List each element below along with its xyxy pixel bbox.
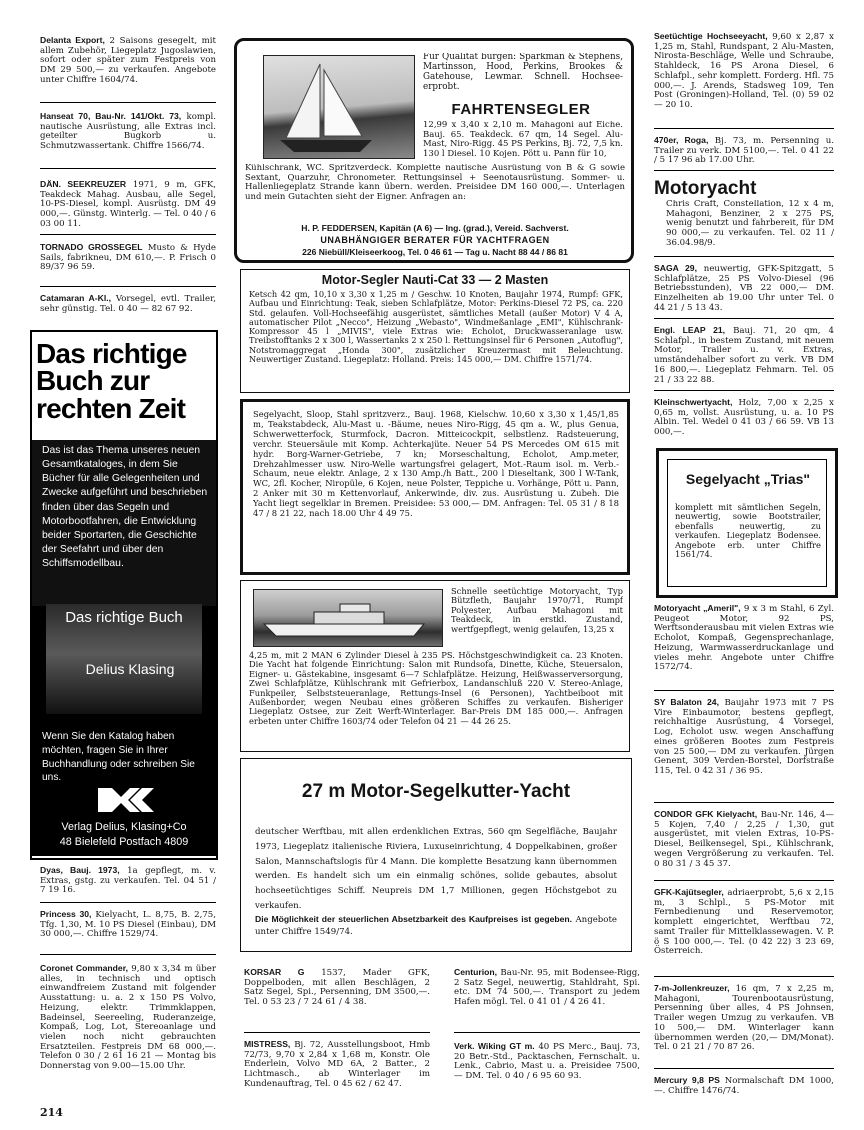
publisher-name: Verlag Delius, Klasing+Co [61, 821, 187, 833]
classified-ad: Catamaran A-Kl., Vorsegel, evtl. Trailer, sehr günstig. Tel. 0 40 — 82 67 92. [40, 294, 216, 314]
tax-note: Die Möglichkeit der steuerlichen Absetzbarkeit des Kaufpreises ist gegeben. [255, 914, 573, 924]
classified-ad: Mercury 9,8 PS Normalschaft DM 1000,—. Chiffre 1476/74. [654, 1076, 834, 1096]
divider [654, 976, 834, 977]
divider [40, 286, 216, 287]
divider [654, 318, 834, 319]
divider [40, 234, 216, 235]
classified-ad: GFK-Kajütsegler, adriaerprobt, 5,6 x 2,15 m, 3 Schlpl., 5 PS-Motor mit Fernbedienung und Reservemotor, komplett eingerichtet, Werftbau 72, samt Trailer für Mittelklassewagen. V. P. ö S 100 000,—. Tel. (0 42 22) 3 23 69, Österreich. [654, 888, 834, 957]
motoryacht-photo [253, 589, 443, 647]
classified-ad: 7-m-Jollenkreuzer, 16 qm, 7 x 2,25 m, Mahagoni, Tourenbootausrüstung, Persenning über alles, 4 PS Johnsen, Trailer wegen Umzug zu verkaufen. VB 10 500,— DM. Winterlager kann übernommen werden (20,— DM/Monat). Tel. 0 21 21 / 70 87 26. [654, 984, 834, 1053]
motor-segelkutter-ad: 27 m Motor-Segelkutter-Yacht deutscher Werftbau, mit allen erdenklichen Extras, 560 qm Segelfläche, Baujahr 1973, Liegeplatz italienische Riviera, Luxuseinrichtung, 4 Doppelkabinen, großer Salon, Mannschaftslogis für 4 Mann. Die komplette Besatzung kann übernommen werden. Es handelt sich um ein einmalig schönes, solide gebautes, absolut hochseetüchtiges Schiff. Neupreis DM 1,7 Millionen, gegen Höchstgebot zu verkaufen. Die Möglichkeit der steuerlichen Absetzbarkeit des Kaufpreises ist gegeben. Angebote unter Chiffre 1549/74. [240, 758, 632, 952]
classified-ad: Princess 30, Kielyacht, L. 8,75, B. 2,75, Tfg. 1,30, M. 10 PS Diesel (Einbau), DM 30 000,—. Chiffre 1529/74. [40, 910, 216, 940]
classified-ad: Coronet Commander, 9,80 x 3,34 m über alles, in technisch und optisch einwandfreiem Zustand mit folgender Ausstattung: u. a. 2 x 150 PS Volvo, Heizung, elektr. Trimmklappen, Badeinsel, Seereeling, Ruderanzeige, Kompaß, Log, Lot, Stereoanlage und vielen noch nicht gebrauchten Ersatzteilen. Festpreis DM 68 000,—. Telefon 0 30 / 2 61 16 21 — Montag bis Donnerstag von 9.00—15.00 Uhr. [40, 964, 216, 1072]
divider [40, 954, 216, 955]
classified-ad: Engl. LEAP 21, Bauj. 71, 20 qm, 4 Schlafpl., in bestem Zustand, mit neuem Motor, Trailer u. v. Extras, umständehalber sofort zu verk. VB DM 16 800,—. Liegeplatz Fehmarn. Tel. 05 21 / 33 22 88. [654, 326, 834, 385]
classified-ad: MISTRESS, Bj. 72, Ausstellungsboot, Hmb 72/73, 9,70 x 2,84 x 1,68 m, Konstr. Ole Enderlein, Volvo MD 6A, 2 Batter., 2 Lichtmasch., ab Winterlager im Kundenauftrag, Tel. 0 45 62 / 62 47. [244, 1040, 430, 1089]
classified-ad: Kleinschwertyacht, Holz, 7,00 x 2,25 x 0,65 m, vollst. Ausrüstung, u. a. 10 PS Albin. Tel. Wedel 0 41 03 / 66 59. VB 13 000,—. [654, 398, 834, 438]
ad-body: Das ist das Thema unseres neuen Gesamtkataloges, in dem Sie Bücher für alle Gelegenheiten und Zwecke aufgeführt und beschrieben finden über das Segeln und Motorbootfahren, die Entwicklung beider Sportarten, die Geschichte der Seefahrt und über den Schiffsmodellbau. [42, 445, 208, 570]
page-number: 214 [40, 1106, 63, 1119]
divider [40, 902, 216, 903]
nauti-cat-ad: Motor-Segler Nauti-Cat 33 — 2 Masten Ketsch 42 qm, 10,10 x 3,30 x 1,25 m / Geschw. 10 Knoten, Baujahr 1974, Rumpf: GFK, Aufbau und Einrichtung: Teak, sieben Schlafplätze, Motor: Perkins-Diesel 72 PS, ca. 220 Std. gelaufen. Voll-Hochseefähig ausgerüstet, sämtliches Metall (außer Motor) V 4 A, automatischer Pilot „Necco", Heizung „Webasto", Windmeßanlage „EMI", Kühlschrank-Kompressor 45 l „MIVIS", viele Extras wie: Echolot, Druckwasseranlage usw. Treibstofftanks 2 x 300 l, Wassertanks 2 x 250 l. Rettungsinsel für 6 Personen „Autoflug", Notstromaggregat „Honda 300", zusätzlicher Kreuzermast mit Beleuchtung. Neuwertiger Zustand. Liegeplatz: Holland. Preis: 145 000,— DM. Chiffre 1571/74. [240, 269, 630, 393]
book-cover-image: Das richtige Buch Delius Klasing [46, 604, 202, 714]
classified-ad: KORSAR G 1537, Mader GFK, Doppelboden, mit allen Beschlägen, 2 Satz Segel, Spi., Persenning, DM 3500,—. Tel. 0 53 23 / 7 24 61 / 4 38. [244, 968, 430, 1008]
divider [654, 390, 834, 391]
sailboat-photo [263, 55, 415, 159]
classified-ad: TORNADO GROSSEGEL Musto & Hyde Sails, fabrikneu, DM 610,—. P. Frisch 0 89/37 96 59. [40, 243, 216, 273]
delius-klasing-ad [30, 330, 218, 860]
segelyacht-sloop-ad: Segelyacht, Sloop, Stahl spritzverz., Bauj. 1968, Kielschw. 10,60 x 3,30 x 1,45/1,85 m, Teakstabdeck, Alu-Mast u. -Bäume, neues Niro-Rigg, 45 qm a. W., plus Genua, Schwerwetterfock, Sturmfock, Dacron. Mitteicockpit, selbstlenz. Radsteuerung, verchr. Steuersäule mit Komp. Achterkajüte. Neuer 54 PS Mercedes OM 615 mit hydr. Borg-Warner-Getriebe, 7 kn; Morseschaltung, Echolot, Amp.meter, Drehzahlmesser usw. Niro-Welle wartungsfrei gelagert, Mot.-Raum isol. m. Verb.-Schaum, neue elektr. Anlage, 2 x 130 Amp./h Batt., 200 l Dieseltank, 300 l W-Tank, WC, 2fl. Kocher, Niropüle, 6 Kojen, neue Polster, Teppiche u. Vorhänge, Pött u. Pann, 2 Anker mit 30 m Kettenvorlauf, Ankerwinde, div. zus. Ausrüstung u. Zubeh. Die Yacht liegt segelklar in Bremen. Preisidee: 53 000,— DM. Anfragen: Tel. 05 31 / 8 18 47 / 8 21 22, nach 18.00 Uhr 4 49 75. [240, 399, 630, 575]
classified-ad: SAGA 29, neuwertig, GFK-Spitzgatt, 5 Schlafplätze, 25 PS Volvo-Diesel (96 Betriebsstunden), VB 22 000,— DM. Einzelheiten ab 19.00 Uhr unter Tel. 0 44 21 / 5 13 43. [654, 264, 834, 313]
classified-ad: 470er, Roga, Bj. 73, m. Persenning u. Trailer zu verk. DM 5100,—. Tel. 0 41 22 / 5 17 96 ab 17.00 Uhr. [654, 136, 834, 166]
advisor-contact: 226 Niebüll/Kleiseerkoog, Tel. 0 46 61 — Tag u. Nacht 88 44 / 86 81 [302, 247, 568, 257]
motoryacht-heading: Motoryacht [654, 178, 757, 199]
classified-ad: Motoryacht „Ameril", 9 x 3 m Stahl, 6 Zyl. Peugeot Motor, 92 PS, Werftsonderausbau mit vielen Extras wie Echolot, Kompaß, Gegensprechanlage, Heizung, Warmwasserdruckanlage und vieles mehr. Angebote unter Chiffre 1572/74. [654, 604, 834, 673]
divider [654, 802, 834, 803]
ad-title: Segelyacht „Trias" [685, 471, 811, 487]
ad-title: 27 m Motor-Segelkutter-Yacht [301, 781, 571, 802]
divider [244, 1032, 430, 1033]
divider [654, 1068, 834, 1069]
divider [454, 1032, 640, 1033]
ad-title: FAHRTENSEGLER [451, 101, 591, 118]
classified-ad: SY Balaton 24, Baujahr 1973 mit 7 PS Vire Einbaumotor, bestens gepflegt, reichhaltige Ausrüstung, 4 Vorsegel, Log, Echolot usw. wegen Anschaffung eines größeren Bootes zum Festpreis von 25 500,— DM zu verkaufen. Jürgen Genent, 309 Verden-Borstel, Dorfstraße 115, Tel. 0 42 31 / 36 95. [654, 698, 834, 776]
ad-title: Motor-Segler Nauti-Cat 33 — 2 Masten [321, 273, 549, 287]
divider [654, 128, 834, 129]
classified-ad: Dyas, Bauj. 1973, 1a gepflegt, m. v. Extras, gstg. zu verkaufen. Tel. 04 51 / 7 19 16. [40, 866, 216, 896]
advisor-name: H. P. FEDDERSEN, Kapitän (A 6) — Ing. (grad.), Vereid. Sachverst. [301, 223, 569, 233]
divider [40, 102, 216, 103]
classified-ad: Seetüchtige Hochseeyacht, 9,60 x 2,87 x 1,25 m, Stahl, Rundspant, 2 Alu-Masten, Nirosta-Beschläge, Welle und Schraube, Stahldeck, 16 PS Arona Diesel, 6 Schlafpl., sehr komplett. Forderg. Hfl. 75 000,—. J. Arends, Stadsweg 109, Ten Post (Groningen)-Holland, Tel. (0) 59 02 — 20 10. [654, 32, 834, 110]
ad-headline: Das richtige Buch zur rechten Zeit [36, 338, 187, 424]
classified-ad: Chris Craft, Constellation, 12 x 4 m, Mahagoni, Benziner, 2 x 275 PS, wenig benutzt und fahrbereit, für DM 90 000,— zu verkaufen. Tel. 02 11 / 36.04.98/9. [666, 200, 834, 248]
classified-ad: DÄN. SEEKREUZER 1971, 9 m, GFK, Teakdeck Mahag. Ausbau, alle Segel, 10-PS-Diesel, kompl. Ausrüstg. DM 49 000,—. Günstg. Winterlg. — Tel. 0 40 / 6 03 00 11. [40, 180, 216, 229]
fahrtensegler-ad: Für Qualität bürgen: Sparkman & Stephens, Martinsson, Hood, Perkins, Brookes & Gatehouse, Lewmar. Schnell. Hochsee-erprobt. FAHRTENSEGLER 12,99 x 3,40 x 2,10 m. Mahagoni auf Eiche. Bauj. 65. Teakdeck. 67 qm, 14 Segel. Alu-Mast, Niro-Rigg. 45 PS Perkins, Bj. 72, 7,5 kn. 130 l Diesel. 10 Kojen. Pött u. Pann für 10, Kühlschrank, WC. Spritzverdeck. Komplette nautische Ausrüstung von B & G sowie Sextant, Quarzuhr, Chronometer. Rettungsinsel + Seenotausrüstung. Sommer- u. Hallenliegeplatz Strande kann übern. werden. Preisidee DM 160 000,—. Unterlagen und mein Gutachten sieht der Eigner. Anfragen an: H. P. FEDDERSEN, Kapitän (A 6) — Ing. (grad.), Vereid. Sachverst. UNABHÄNGIGER BERATER FÜR YACHTFRAGEN 226 Niebüll/Kleiseerkoog, Tel. 0 46 61 — Tag u. Nacht 88 44 / 86 81 [234, 38, 634, 263]
classified-ad: Centurion, Bau-Nr. 95, mit Bodensee-Rigg, 2 Satz Segel, neuwertig, Stahldraht, Spi. etc. DM 74 500,—. Transport zu jedem Hafen mögl. Tel. 0 41 01 / 4 26 41. [454, 968, 640, 1008]
divider [654, 170, 834, 171]
divider [654, 256, 834, 257]
publisher-address: 48 Bielefeld Postfach 4809 [59, 836, 189, 848]
divider [40, 168, 216, 169]
divider [654, 880, 834, 881]
classified-ad: CONDOR GFK Kielyacht, Bau-Nr. 146, 4—5 Kojen, 7,40 / 2,25 / 1,30, gut ausgerüstet, mit vielen Extras, 10-PS-Diesel, Beilkensegel, Spi., Kühlschrank, wegen Vergrößerung zu verkaufen. Tel. 0 80 31 / 3 45 37. [654, 810, 834, 869]
classified-ad: Delanta Export, 2 Saisons gesegelt, mit allem Zubehör, Liegeplatz Jugoslawien, sofort oder später zum Festpreis von DM 29 500,— zu verkaufen. Angebote unter Chiffre 1604/74. [40, 36, 216, 85]
motoryacht-buetzfleth-ad: Schnelle seetüchtige Motoryacht, Typ Bützfleth, Baujahr 1970/71, Rumpf Polyester, Aufbau Mahagoni mit Teakdeck, in erstkl. Zustand, wertfgepflegt, wenig gelaufen, 13,25 x 4,25 m, mit 2 MAN 6 Zylinder Diesel à 235 PS. Höchstgeschwindigkeit ca. 23 Knoten. Die Yacht hat folgende Einrichtung: Salon mit Rundsofa, Dinette, Küche, Steuersalon, Eigner- u. Gästekabine, insgesamt 6—7 Schlafplätze. Heizung, Heißwasserversorgung, Zwei Schlafplätze, Kühlschrank mit Gefrierbox, Landanschluß 220 V. Stereo-Anlage, Funkpeiler, Selbststeueranlage, Rettungs-Insel (6 Personen), Yachtbeiboot mit Außenborder, wegen Neubau eines größeren Schiffes zu verkaufen. Bisheriger Liegeplatz Ostsee, zur Zeit Werft-Winterlager. Bar-Preis DM 185 000,—. Anfragen erbeten unter Chiffre 1603/74 oder Telefon 04 21 — 44 26 25. [240, 580, 630, 752]
ad-cta: Wenn Sie den Katalog haben möchten, fragen Sie in Ihrer Buchhandlung oder schreiben Sie uns. [42, 731, 195, 784]
divider [654, 690, 834, 691]
classified-ad: Hanseat 70, Bau-Nr. 141/Okt. 73, kompl. nautische Ausrüstung, alle Extras incl. geteilter Bugkorb u. Schmutzwassertank. Chiffre 1566/74. [40, 112, 216, 152]
trias-ad: Segelyacht „Trias" komplett mit sämtlichen Segeln, neuwertig, sowie Bootstrailer, ebenfalls neuwertig, zu verkaufen. Liegeplatz Bodensee. Angebote erb. unter Chiffre 1561/74. [656, 448, 838, 598]
classified-ad: Verk. Wiking GT m. 40 PS Merc., Bauj. 73, 20 Betr.-Std., Packtaschen, Fernschalt. u. Lenk., Cabrio, Mast u. a. Preisidee 7500,— DM. Tel. 0 40 / 6 95 60 93. [454, 1042, 640, 1082]
delius-logo-icon [96, 786, 156, 814]
advisor-title: UNABHÄNGIGER BERATER FÜR YACHTFRAGEN [320, 235, 550, 245]
